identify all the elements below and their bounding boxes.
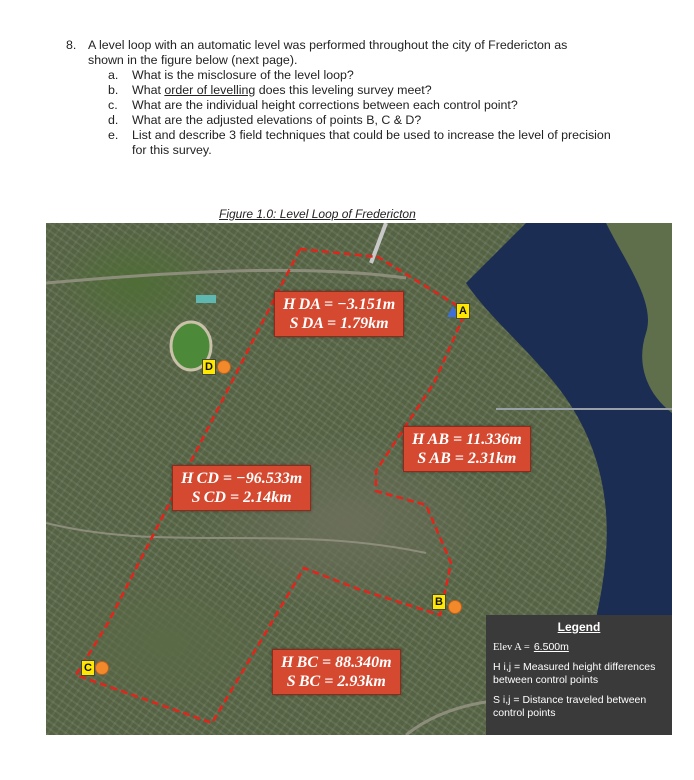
question-number: 8.: [66, 38, 77, 52]
sub-question-e: [66, 128, 626, 158]
point-b-marker-icon: [448, 600, 462, 614]
sub-question-letter: c.: [108, 98, 118, 112]
label-segment-da: [274, 291, 404, 337]
point-a-label: A: [456, 303, 470, 319]
legend-height-desc: H i,j = Measured height differences between control points: [493, 661, 656, 686]
legend-title: Legend: [557, 620, 601, 634]
legend-elevation: [493, 641, 672, 654]
height-diff-cd: H CD = −96.533m: [181, 470, 303, 487]
pool: [196, 295, 216, 303]
sub-question-letter: d.: [108, 113, 119, 127]
road: [46, 523, 426, 553]
question-intro: [66, 38, 626, 68]
sub-question-letter: e.: [108, 128, 119, 142]
label-segment-bc: [272, 649, 401, 695]
point-c-label: C: [81, 660, 95, 676]
point-d-label: D: [202, 359, 216, 375]
sub-question-text: What are the adjusted elevations of points B, C & D?: [132, 113, 422, 127]
road: [46, 270, 406, 283]
height-diff-bc: H BC = 88.340m: [281, 654, 392, 671]
height-diff-ab: H AB = 11.336m: [412, 431, 522, 448]
sub-question-letter: b.: [108, 83, 119, 97]
sub-question-c: [66, 98, 626, 113]
sub-question-d: [66, 113, 626, 128]
point-d-marker-icon: [217, 360, 231, 374]
label-segment-cd: [172, 465, 311, 511]
distance-cd: S CD = 2.14km: [191, 489, 292, 506]
point-c-marker-icon: [95, 661, 109, 675]
distance-da: S DA = 1.79km: [289, 315, 389, 332]
legend-elev-value: 6.500m: [533, 641, 569, 653]
distance-ab: S AB = 2.31km: [417, 450, 517, 467]
label-segment-ab: [403, 426, 531, 472]
legend-elev-label: Elev A =: [493, 642, 530, 653]
intro-line-1: A level loop with an automatic level was performed throughout the city of Fredericton as: [88, 38, 568, 52]
sub-question-text: What is the misclosure of the level loop?: [132, 68, 354, 82]
sub-question-text-post: does this leveling survey meet?: [255, 83, 432, 97]
underlined-term: order of levelling: [164, 83, 256, 97]
sub-question-a: [66, 68, 626, 83]
sub-question-b: [66, 83, 626, 98]
map-legend: [486, 615, 672, 735]
sub-question-text: List and describe 3 field techniques that could be used to increase the level of precision for this survey.: [132, 128, 611, 157]
legend-distance-desc: S i,j = Distance traveled between control points: [493, 694, 647, 719]
point-b-label: B: [432, 594, 446, 610]
sub-question-letter: a.: [108, 68, 119, 82]
aerial-map: [46, 223, 672, 735]
intro-line-2: shown in the figure below (next page).: [88, 53, 298, 67]
sub-question-text: What are the individual height corrections between each control point?: [132, 98, 518, 112]
question-8: [66, 38, 626, 158]
distance-bc: S BC = 2.93km: [286, 673, 386, 690]
sub-question-text-pre: What: [132, 83, 165, 97]
figure-caption: Figure 1.0: Level Loop of Fredericton: [219, 207, 416, 221]
sub-question-list: [66, 68, 626, 158]
height-diff-da: H DA = −3.151m: [283, 296, 396, 313]
